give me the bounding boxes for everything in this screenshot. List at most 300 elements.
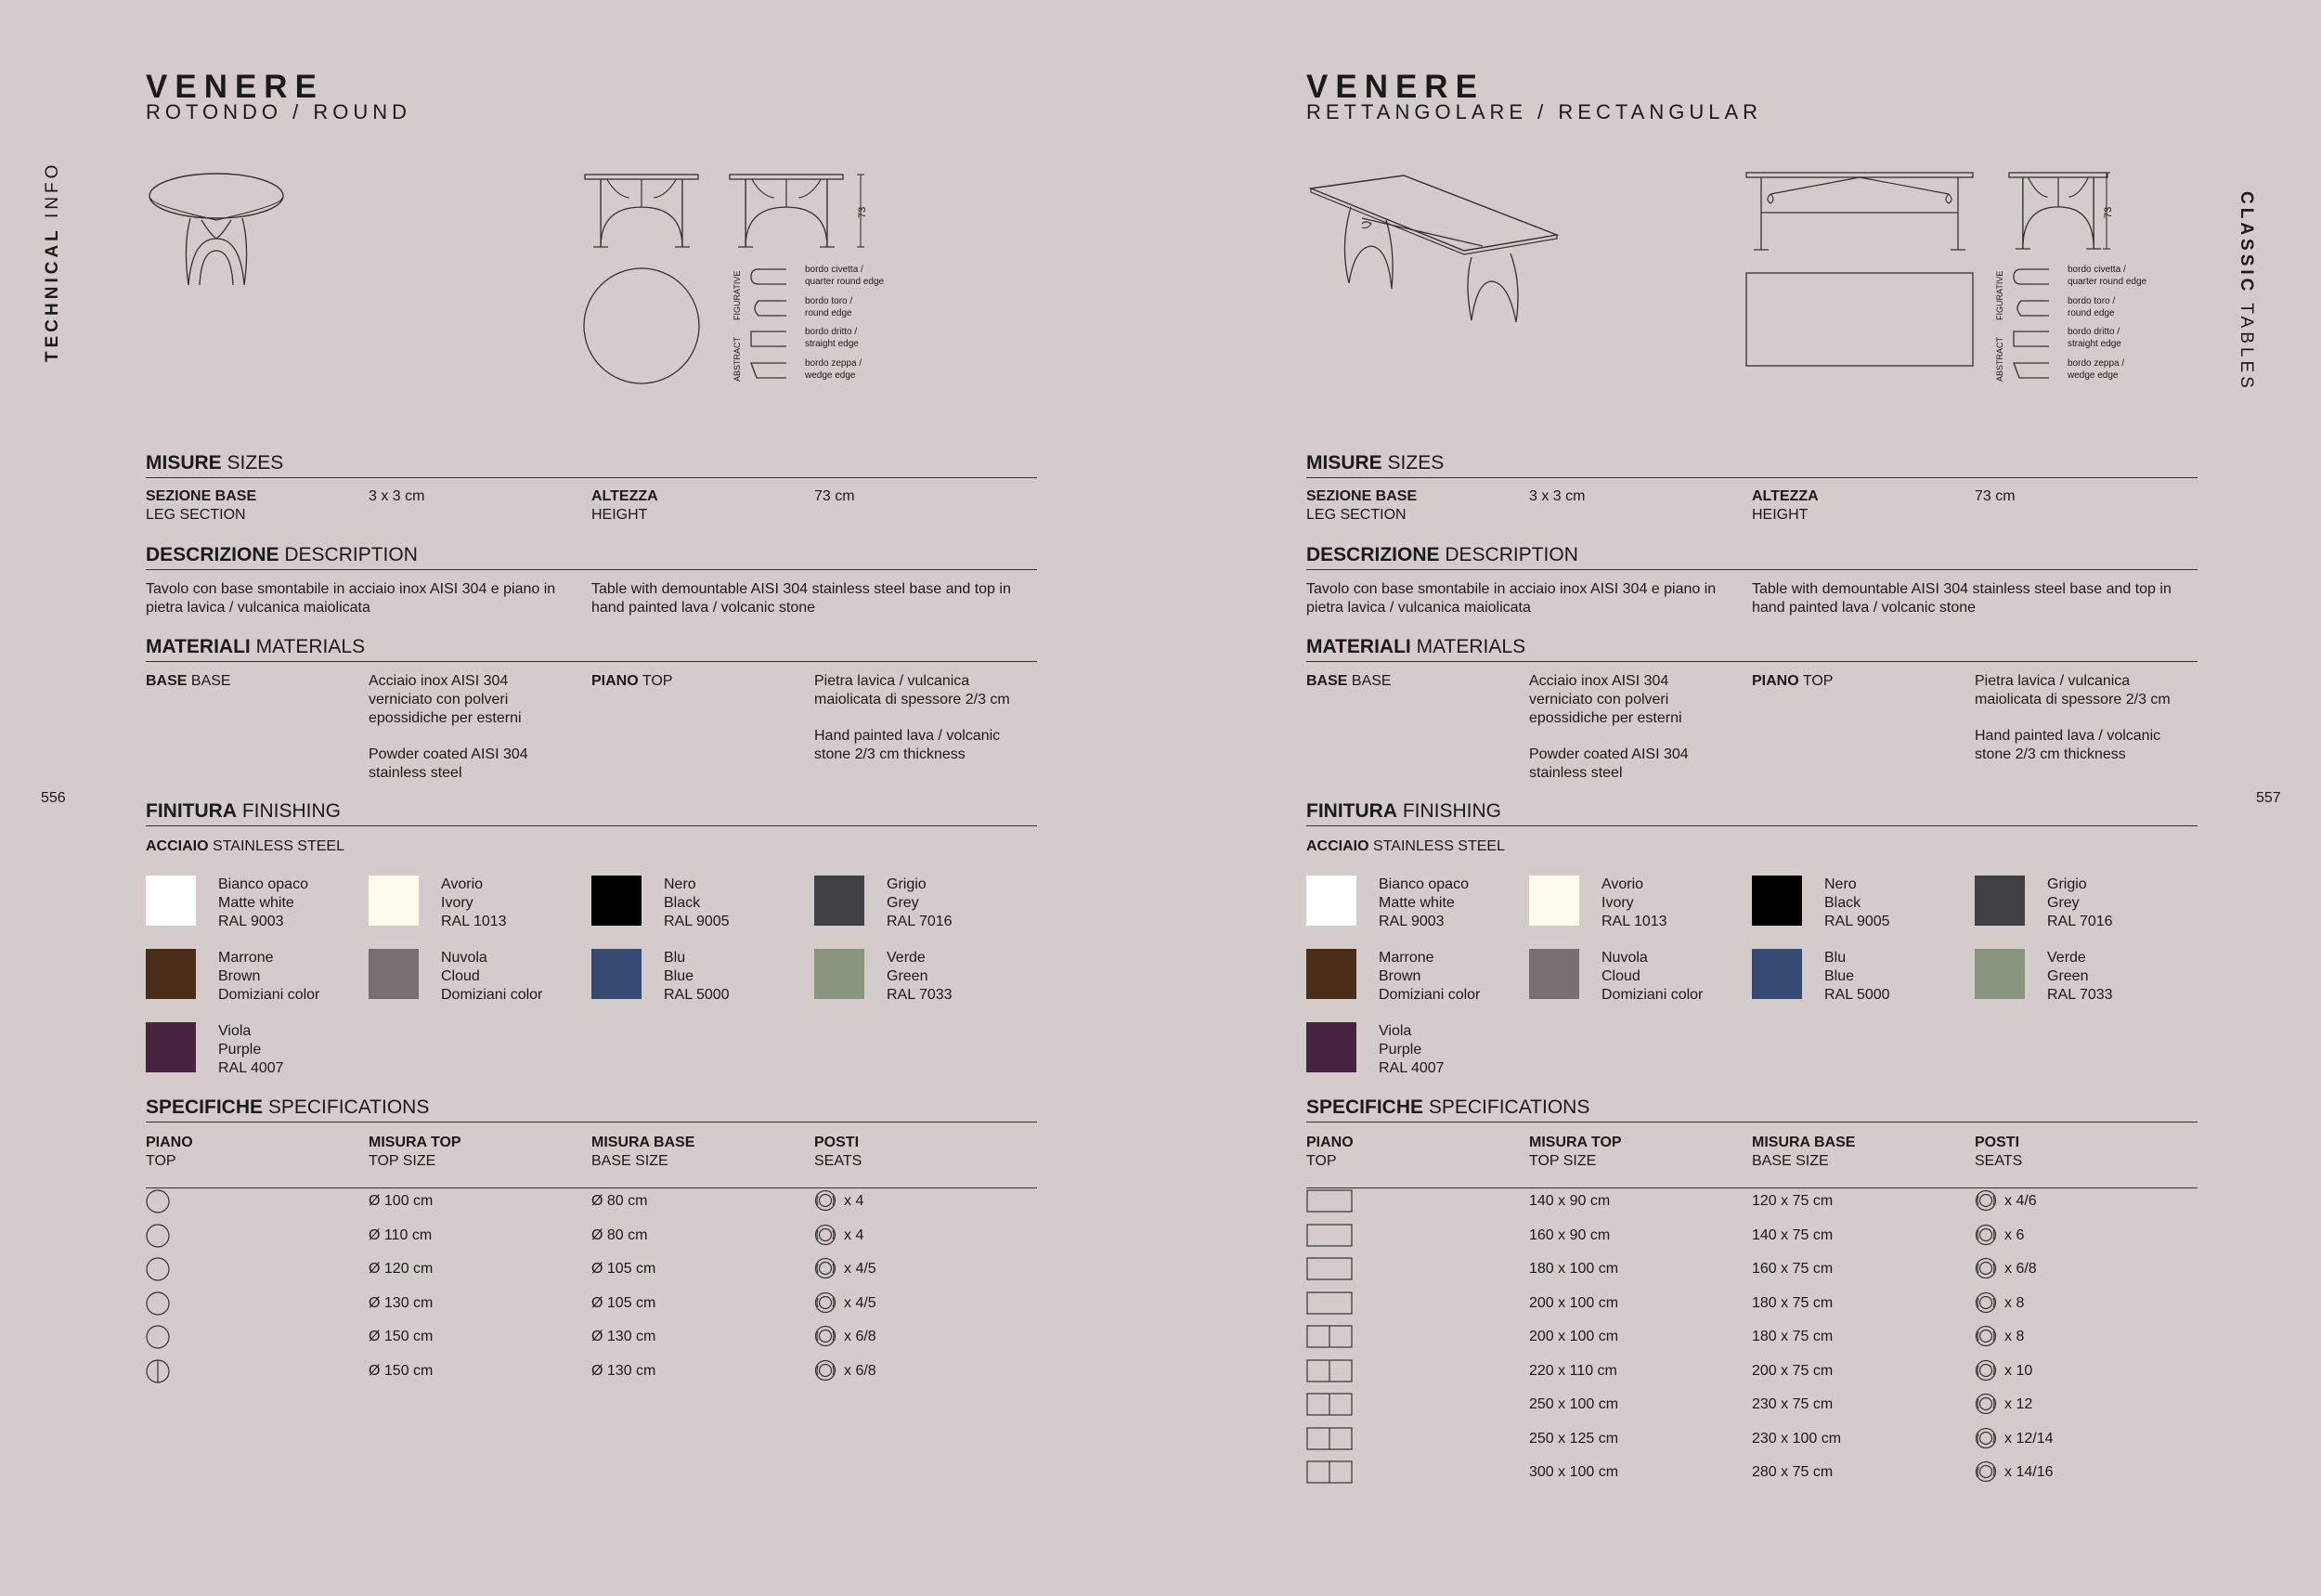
seats-count: x 4 [844,1226,864,1243]
text-fragment: hand painted lava / volcanic stone [1752,600,1977,616]
color-name-it: Marrone [1379,950,1434,966]
product-title: VENERE [1306,69,1485,105]
seats-count: x 8 [2004,1294,2025,1311]
seats-count: x 10 [2004,1362,2033,1379]
section-materials-heading [1306,636,2198,662]
color-swatch [1306,1022,1356,1072]
height-value: 73 cm [1975,488,2016,504]
height-dimension: 73 [857,206,868,218]
edge-profile-legend [1995,265,2147,382]
edge-label-en: wedge edge [2068,370,2119,381]
seats-icon [1975,1460,1997,1483]
page-number-left: 556 [41,790,66,806]
seats-icon [814,1359,836,1382]
edge-label-en: round edge [2068,308,2115,318]
text-fragment: SEZIONE BASE [1306,488,1418,504]
color-name-it: Grigio [887,876,927,892]
round-top-icon [146,1224,172,1250]
color-code: RAL 9005 [1824,914,1890,929]
col-seats [1975,1134,2022,1171]
text-fragment: STAINLESS STEEL [1373,838,1505,854]
color-code: Domiziani color [441,987,543,1003]
text-fragment: Pietra lavica / vulcanica [814,673,970,689]
table-row [1306,1190,2198,1214]
color-code: RAL 7016 [2047,914,2113,929]
side-label-technical-info [43,162,63,362]
rectangle-top-icon [1306,1325,1353,1349]
color-name-en: Blue [1824,968,1855,984]
text-fragment: TOP [642,673,673,689]
color-name-it: Nero [664,876,696,892]
color-name-en: Green [2047,968,2089,984]
text-fragment: Powder coated AISI 304 [1529,746,1689,762]
text-fragment: PIANO [1306,1135,1354,1150]
text-fragment: verniciato con polveri [1529,692,1669,707]
description-italian [1306,580,1716,617]
edge-profile-icon [751,363,786,378]
top-size-cell: Ø 100 cm [369,1193,434,1209]
seats-count: x 14/16 [2004,1464,2054,1480]
color-name-it: Viola [1379,1023,1412,1039]
text-fragment: POSTI [1975,1135,2020,1150]
top-size-cell: 140 x 90 cm [1529,1193,1611,1209]
top-size-cell: Ø 110 cm [369,1226,433,1243]
top-size-cell: 200 x 100 cm [1529,1329,1619,1344]
color-swatch-label [1601,876,1667,931]
base-size-cell: 180 x 75 cm [1752,1329,1834,1344]
text-fragment: pietra lavica / vulcanica maiolicata [146,600,370,616]
edge-profile-icon [2014,363,2049,378]
color-swatch [146,1022,196,1072]
finishing-subheading [1306,837,2198,856]
text-fragment: TOP [146,1153,176,1169]
text-fragment: epossidiche per esterni [369,710,522,726]
color-code: RAL 1013 [441,914,507,929]
top-size-cell: Ø 150 cm [369,1329,434,1344]
edge-label-en: quarter round edge [2068,277,2147,287]
col-top-size [1529,1134,1622,1171]
section-specifications-heading [146,1096,1037,1122]
seats-count: x 4/6 [2004,1193,2037,1209]
col-base-size [1752,1134,1855,1171]
color-name-en: Grey [887,895,919,911]
color-code: RAL 9005 [664,914,730,929]
material-base-value [369,672,528,783]
text-fragment: PIANO [591,673,639,689]
material-top-label [1752,672,1833,691]
text-fragment: maiolicata di spessore 2/3 cm [1975,692,2171,707]
color-name-en: Grey [2047,895,2080,911]
base-size-cell: Ø 105 cm [591,1261,656,1277]
edge-label-it: bordo dritto / [2068,327,2120,337]
edge-label-en: wedge edge [805,370,856,381]
seats-icon [1975,1325,1997,1347]
seats-icon [814,1257,836,1279]
color-name-en: Matte white [218,895,294,911]
top-size-cell: Ø 150 cm [369,1362,434,1379]
col-top [1306,1134,1354,1171]
text-fragment: SPECIFICATIONS [1428,1096,1590,1118]
color-name-en: Cloud [441,968,480,984]
base-size-cell: 140 x 75 cm [1752,1226,1834,1243]
color-name-it: Bianco opaco [1379,876,1469,892]
edge-profile-legend [733,265,885,382]
section-sizes-heading [1306,452,2198,478]
color-name-it: Nuvola [441,950,487,966]
seats-icon [1975,1427,1997,1449]
text-fragment: FINISHING [241,800,342,822]
table-row [146,1360,1037,1384]
color-code: Domiziani color [1601,987,1704,1003]
round-top-icon [146,1257,172,1283]
text-fragment: hand painted lava / volcanic stone [591,600,816,616]
rectangle-top-icon [1306,1460,1353,1485]
edge-label-it: bordo zeppa / [805,358,862,369]
base-size-cell: 280 x 75 cm [1752,1464,1834,1480]
text-fragment: stainless steel [1529,765,1623,781]
side-label-bold: CLASSIC [2237,191,2256,295]
material-base-label [146,672,231,691]
edge-label-it: bordo civetta / [805,265,863,275]
text-fragment: MISURE [1306,452,1382,474]
color-swatch-label [218,949,319,1005]
text-fragment: BASE [1306,673,1348,689]
color-swatch-label [441,949,542,1005]
text-fragment: MISURA TOP [1529,1135,1622,1150]
edge-profile-icon [2014,331,2049,346]
round-table-drawings [149,174,868,383]
technical-drawings [1306,162,2198,404]
finishing-subheading [146,837,1037,856]
color-swatch [591,876,642,926]
color-swatch-label [1379,1022,1445,1078]
sizes-row [1306,487,2198,526]
material-top-value [1975,672,2171,764]
table-row [146,1292,1037,1317]
table-row [1306,1394,2198,1418]
text-fragment: ALTEZZA [1752,488,1819,504]
text-fragment: POSTI [814,1135,860,1150]
text-fragment: STAINLESS STEEL [213,838,344,854]
edge-label-en: quarter round edge [805,277,885,287]
text-fragment: SIZES [1387,452,1445,474]
color-swatch-label [1601,949,1703,1005]
color-code: Domiziani color [1379,987,1481,1003]
seats-icon [814,1189,836,1212]
color-swatch-label [1379,876,1469,931]
round-top-icon [146,1359,172,1385]
text-fragment: SEZIONE BASE [146,488,257,504]
edge-group-abstract: ABSTRACT [1995,336,2004,382]
color-name-it: Blu [664,950,686,966]
rectangle-top-icon [1306,1189,1353,1213]
round-table-side-view [730,175,843,247]
color-name-it: Avorio [1601,876,1644,892]
color-swatch [369,876,419,926]
leg-section-label [146,487,256,525]
table-row [1306,1326,2198,1350]
color-swatch-label [218,1022,284,1078]
seats-count: x 4 [844,1193,864,1209]
color-swatch [146,876,196,926]
seats-icon [1975,1257,1997,1279]
base-size-cell: Ø 130 cm [591,1329,656,1344]
text-fragment: BASE [146,673,188,689]
sizes-row [146,487,1037,526]
product-subtitle: ROTONDO / ROUND [146,100,412,123]
leg-section-value: 3 x 3 cm [369,488,425,504]
seats-count: x 6/8 [844,1362,876,1379]
text-fragment: BASE [1351,673,1392,689]
description-english [591,580,1011,617]
col-top [146,1134,193,1171]
table-row [1306,1258,2198,1282]
color-code: RAL 7016 [887,914,953,929]
section-materials-heading [146,636,1037,662]
text-fragment: DESCRIZIONE [1306,544,1440,565]
side-label-classic-tables [2236,191,2256,392]
description-english [1752,580,2172,617]
round-top-icon [146,1291,172,1317]
top-size-cell: 220 x 110 cm [1529,1362,1617,1379]
seats-count: x 8 [2004,1329,2025,1344]
edge-label-en: straight edge [2068,339,2121,349]
seats-icon [814,1224,836,1246]
leg-section-label [1306,487,1417,525]
col-seats [814,1134,862,1171]
seats-icon [1975,1224,1997,1246]
round-top-icon [146,1189,172,1215]
specs-table-header [1306,1134,2198,1188]
color-name-en: Brown [1379,968,1421,984]
description-row [146,580,1037,619]
edge-label-it: bordo toro / [2068,296,2116,306]
text-fragment: ACCIAIO [1306,838,1369,854]
side-label-bold: TECHNICAL [43,227,62,362]
text-fragment: epossidiche per esterni [1529,710,1682,726]
text-fragment: SEATS [814,1153,862,1169]
rectangle-top-icon [1306,1427,1353,1451]
base-size-cell: Ø 130 cm [591,1362,656,1379]
top-size-cell: 200 x 100 cm [1529,1294,1619,1311]
seats-count: x 12/14 [2004,1430,2054,1447]
text-fragment: ACCIAIO [146,838,209,854]
color-name-en: Blue [664,968,694,984]
text-fragment: DESCRIPTION [1445,544,1578,565]
base-size-cell: 230 x 100 cm [1752,1430,1842,1447]
col-base-size [591,1134,694,1171]
text-fragment: stone 2/3 cm thickness [1975,746,2126,762]
color-swatch-label [887,949,953,1005]
specs-table-header [146,1134,1037,1188]
color-swatch-label [664,876,730,931]
color-code: RAL 5000 [664,987,730,1003]
text-fragment: BASE [190,673,231,689]
text-fragment: SPECIFICHE [1306,1096,1424,1118]
color-swatch-label [664,949,730,1005]
rect-table-front-view [1746,173,1973,250]
text-fragment: TOP SIZE [369,1153,436,1169]
table-row [1306,1225,2198,1249]
section-finishing-heading [146,800,1037,826]
materials-row [1306,672,2198,784]
seats-icon [1975,1189,1997,1212]
round-table-perspective [149,174,283,285]
seats-count: x 6/8 [844,1329,876,1344]
rect-table-drawings [1311,173,2114,366]
base-size-cell: 120 x 75 cm [1752,1193,1834,1209]
color-name-it: Nero [1824,876,1857,892]
top-size-cell: 180 x 100 cm [1529,1261,1619,1277]
color-name-en: Cloud [1601,968,1640,984]
round-table-front-view [585,175,698,247]
text-fragment: BASE SIZE [591,1153,668,1169]
text-fragment: Hand painted lava / volcanic [1975,728,2161,744]
color-name-it: Avorio [441,876,484,892]
text-fragment: MATERIALI [146,636,251,657]
text-fragment: Powder coated AISI 304 [369,746,528,762]
color-swatch [814,876,864,926]
text-fragment: SPECIFICHE [146,1096,264,1118]
seats-icon [1975,1393,1997,1415]
color-name-it: Verde [2047,950,2086,966]
table-row [1306,1428,2198,1452]
base-size-cell: 180 x 75 cm [1752,1294,1834,1311]
text-fragment: PIANO [1752,673,1799,689]
text-fragment: MISURE [146,452,222,474]
seats-count: x 4/5 [844,1261,876,1277]
top-size-cell: 160 x 90 cm [1529,1226,1611,1243]
seats-icon [1975,1291,1997,1314]
color-swatch-label [1379,949,1480,1005]
rectangle-top-icon [1306,1257,1353,1281]
color-swatch-label [1824,949,1890,1005]
color-name-en: Brown [218,968,261,984]
text-fragment: Tavolo con base smontabile in acciaio inox AISI 304 e piano in [1306,581,1717,597]
color-name-en: Purple [1379,1042,1422,1058]
table-row [1306,1360,2198,1384]
color-swatch [1975,949,2025,999]
edge-profile-icon [2014,269,2049,284]
section-finishing-heading [1306,800,2198,826]
text-fragment: HEIGHT [591,507,648,523]
text-fragment: TOP SIZE [1529,1153,1597,1169]
text-fragment: FINISHING [1402,800,1502,822]
base-size-cell: Ø 105 cm [591,1294,656,1311]
round-top-icon [146,1325,172,1351]
section-sizes-heading [146,452,1037,478]
rectangle-top-icon [1306,1359,1353,1383]
rect-table-side-view [2009,173,2107,249]
side-label-light: TABLES [2237,303,2256,392]
edge-label-en: round edge [805,308,852,318]
color-swatch [591,949,642,999]
color-code: Domiziani color [218,987,320,1003]
edge-group-figurative: FIGURATIVE [1995,270,2004,320]
technical-drawings [146,162,1037,404]
text-fragment: MATERIALS [255,636,366,657]
text-fragment: SIZES [227,452,284,474]
color-name-en: Black [1824,895,1861,911]
height-dimension: 73 [2103,206,2114,218]
top-size-cell: 300 x 100 cm [1529,1464,1619,1480]
color-code: RAL 7033 [2047,987,2113,1003]
rectangle-top-icon [1306,1224,1353,1248]
description-italian [146,580,555,617]
height-value: 73 cm [814,488,855,504]
color-name-it: Verde [887,950,926,966]
text-fragment: PIANO [146,1135,193,1150]
text-fragment: Acciaio inox AISI 304 [1529,673,1669,689]
section-description-heading [146,544,1037,570]
text-fragment: MATERIALS [1416,636,1526,657]
base-size-cell: Ø 80 cm [591,1226,648,1243]
color-code: RAL 7033 [887,987,953,1003]
base-size-cell: 200 x 75 cm [1752,1362,1834,1379]
color-code: RAL 9003 [1379,914,1445,929]
top-size-cell: 250 x 100 cm [1529,1396,1619,1412]
color-name-en: Ivory [441,895,473,911]
col-top-size [369,1134,461,1171]
text-fragment: maiolicata di spessore 2/3 cm [814,692,1010,707]
text-fragment: SEATS [1975,1153,2023,1169]
table-row [146,1190,1037,1214]
edge-label-it: bordo toro / [805,296,853,306]
material-base-label [1306,672,1392,691]
color-code: RAL 5000 [1824,987,1890,1003]
color-swatch-label [887,876,953,931]
text-fragment: Tavolo con base smontabile in acciaio inox AISI 304 e piano in [146,581,556,597]
text-fragment: DESCRIPTION [284,544,418,565]
rectangle-top-icon [1306,1393,1353,1417]
edge-label-it: bordo zeppa / [2068,358,2125,369]
text-fragment: Hand painted lava / volcanic [814,728,1001,744]
color-name-en: Ivory [1601,895,1634,911]
drawings-canvas [146,162,1037,404]
color-swatch [1306,876,1356,926]
text-fragment: BASE SIZE [1752,1153,1829,1169]
color-code: RAL 4007 [218,1060,284,1076]
text-fragment: MISURA TOP [369,1135,461,1150]
text-fragment: stone 2/3 cm thickness [814,746,966,762]
round-table-plan [584,268,699,383]
text-fragment: LEG SECTION [1306,507,1407,523]
color-swatch [1752,949,1802,999]
materials-row [146,672,1037,784]
text-fragment: FINITURA [146,800,237,822]
text-fragment: MISURA BASE [591,1135,695,1150]
page-number-right: 557 [2256,790,2281,806]
color-name-it: Nuvola [1601,950,1648,966]
leg-section-value: 3 x 3 cm [1529,488,1586,504]
edge-group-figurative: FIGURATIVE [733,270,742,320]
seats-icon [1975,1359,1997,1382]
seats-icon [814,1325,836,1347]
text-fragment: MISURA BASE [1752,1135,1856,1150]
color-swatch [369,949,419,999]
seats-icon [814,1291,836,1314]
edge-label-it: bordo dritto / [805,327,858,337]
color-swatch-label [218,876,308,931]
text-fragment: Acciaio inox AISI 304 [369,673,509,689]
color-name-it: Grigio [2047,876,2087,892]
side-label-light: INFO [43,161,62,218]
text-fragment: SPECIFICATIONS [267,1096,430,1118]
color-name-it: Viola [218,1023,252,1039]
section-description-heading [1306,544,2198,570]
text-fragment: DESCRIZIONE [146,544,279,565]
color-swatch-label [1824,876,1890,931]
